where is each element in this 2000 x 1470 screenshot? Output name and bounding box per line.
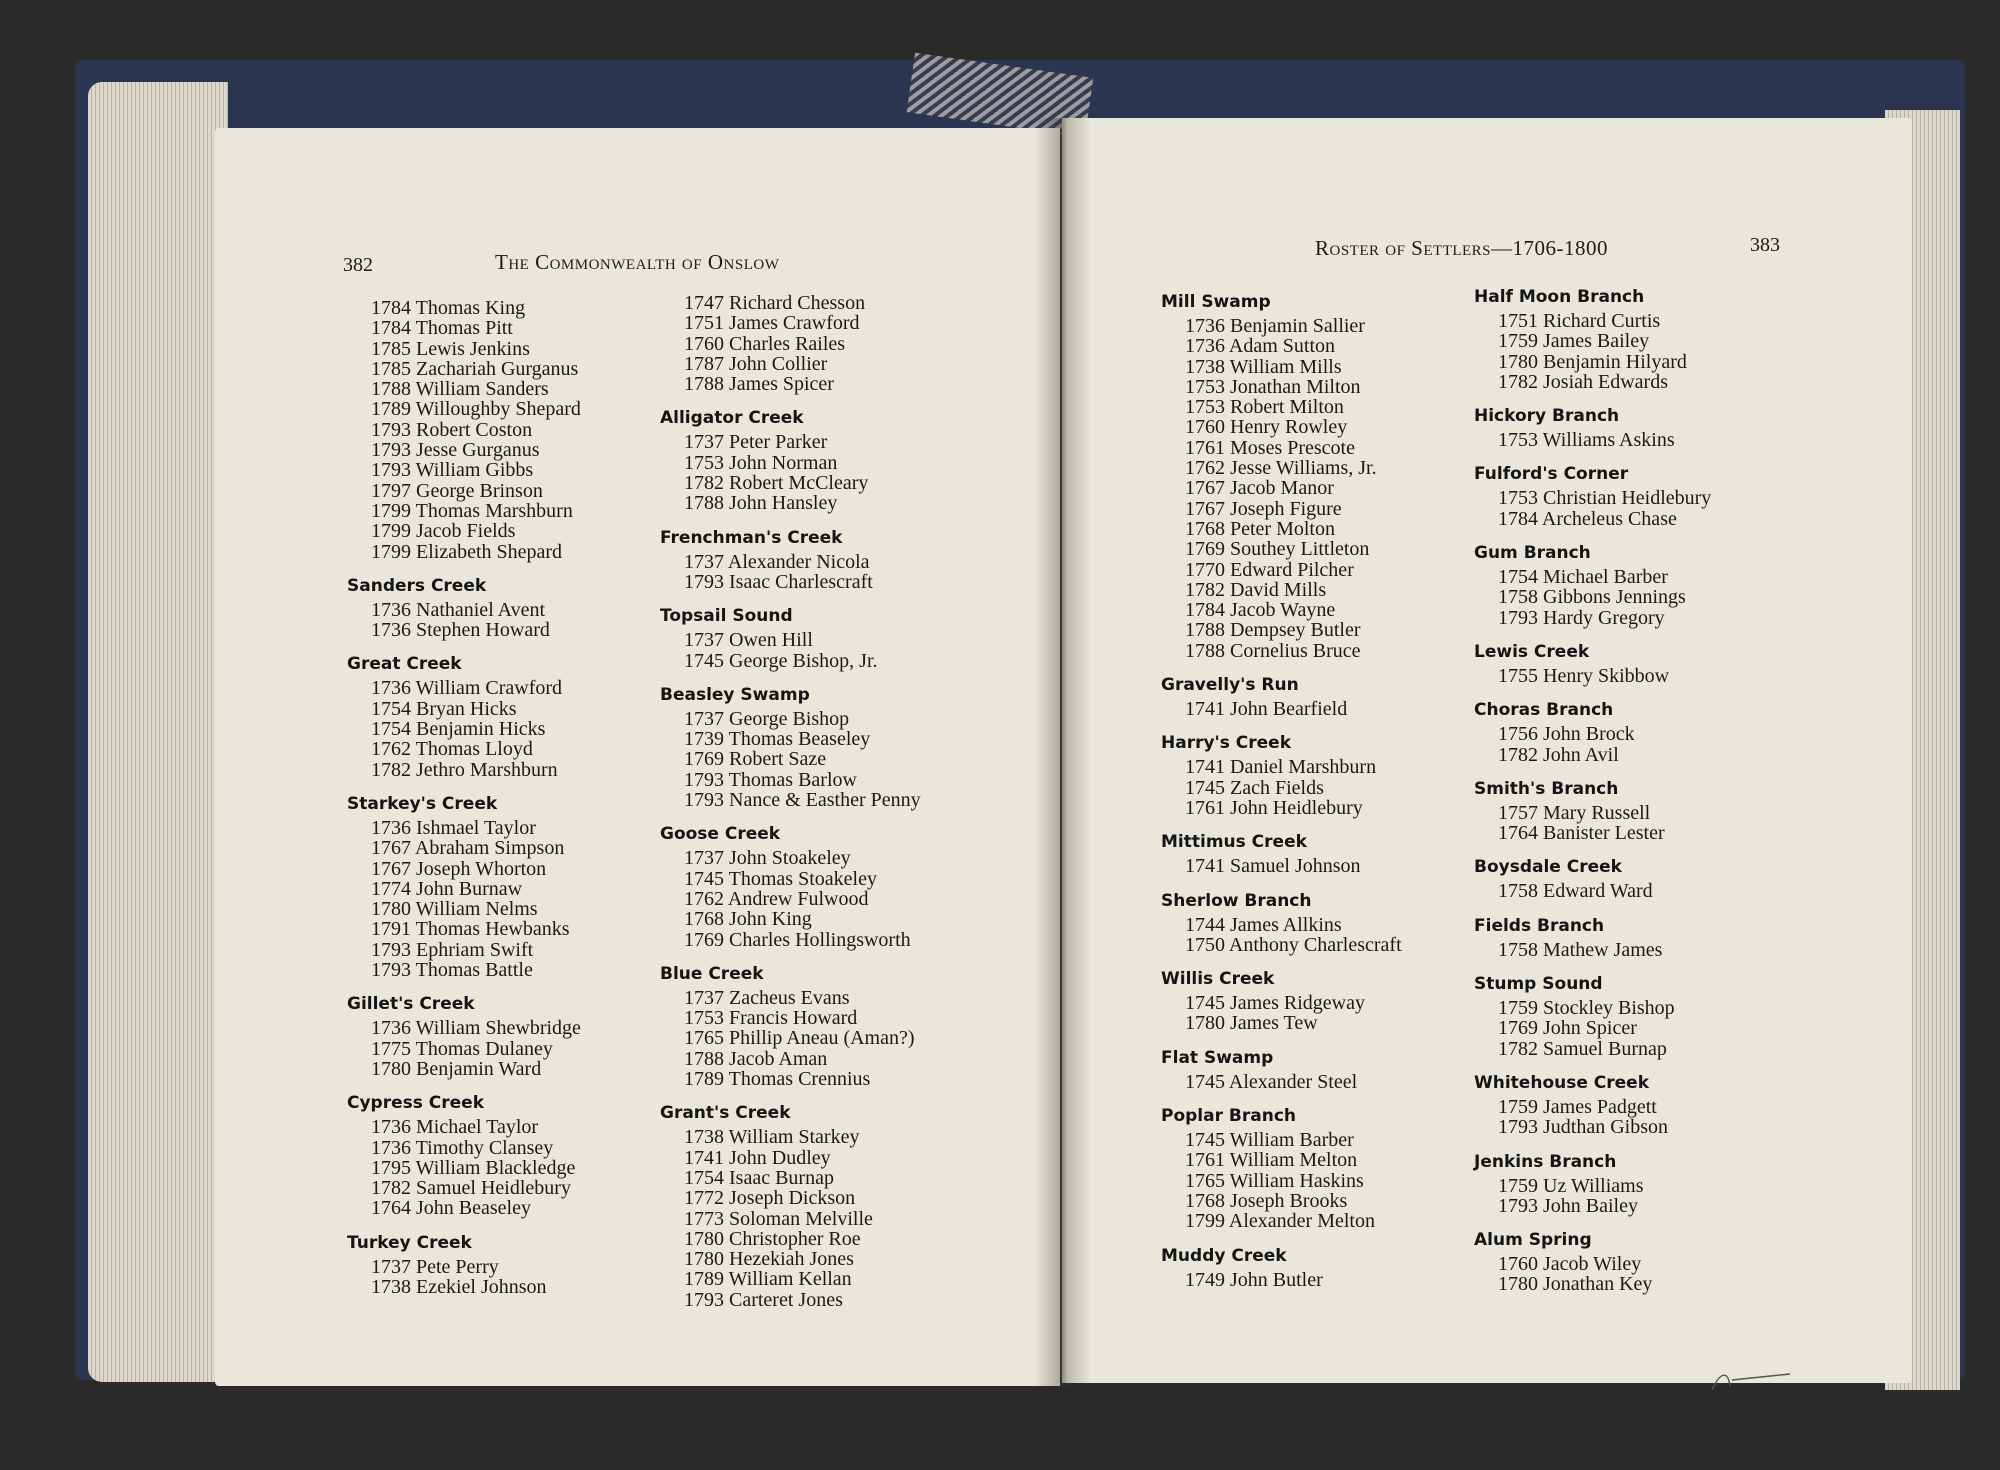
settler-entry: 1793 Carteret Jones xyxy=(684,1288,843,1311)
settlement-heading: Whitehouse Creek xyxy=(1474,1072,1650,1093)
settler-entry: 1736 Adam Sutton xyxy=(1185,335,1336,358)
settler-entry: 1775 Thomas Dulaney xyxy=(371,1037,553,1060)
settler-entry: 1782 Josiah Edwards xyxy=(1498,370,1668,393)
settler-entry: 1797 George Brinson xyxy=(371,479,543,502)
settler-entry: 1782 Jethro Marshburn xyxy=(371,758,558,781)
settlement-group xyxy=(1161,889,1491,956)
settler-entry: 1737 John Stoakeley xyxy=(684,847,851,870)
left-column-1 xyxy=(347,298,677,1309)
settlement-group xyxy=(1474,777,1804,844)
settlement-group xyxy=(1161,967,1491,1034)
right-page-number: 383 xyxy=(1750,234,1780,256)
settler-entry: 1799 Jacob Fields xyxy=(371,520,516,543)
settler-entry: 1799 Elizabeth Shepard xyxy=(371,540,563,563)
settler-entry: 1760 Henry Rowley xyxy=(1185,416,1348,439)
settlement-heading: Sanders Creek xyxy=(347,575,487,596)
settler-entry: 1774 John Burnaw xyxy=(371,877,523,900)
settler-entry: 1765 Phillip Aneau (Aman?) xyxy=(684,1027,915,1050)
settlement-heading: Jenkins Branch xyxy=(1474,1151,1617,1172)
settler-entry: 1737 Owen Hill xyxy=(684,629,813,652)
settler-entry: 1745 George Bishop, Jr. xyxy=(684,649,878,672)
settlement-heading: Flat Swamp xyxy=(1161,1047,1274,1068)
settler-entry: 1751 Richard Curtis xyxy=(1498,310,1661,332)
settlement-heading: Alum Spring xyxy=(1474,1230,1592,1251)
settlement-heading: Fields Branch xyxy=(1474,915,1605,936)
left-column-2 xyxy=(660,293,990,1322)
settler-entry: 1757 Mary Russell xyxy=(1498,801,1651,824)
settler-entry: 1780 Hezekiah Jones xyxy=(684,1248,854,1271)
settler-entry: 1770 Edward Pilcher xyxy=(1185,558,1354,581)
settlement-group xyxy=(660,683,990,810)
settlement-group xyxy=(347,1231,677,1298)
settler-entry: 1745 Zach Fields xyxy=(1185,776,1324,799)
settlement-heading: Cypress Creek xyxy=(347,1093,485,1114)
settler-entry: 1738 William Starkey xyxy=(684,1126,860,1149)
settler-entry: 1737 Peter Parker xyxy=(684,431,828,454)
settlement-group xyxy=(660,822,990,949)
settler-entry: 1753 Jonathan Milton xyxy=(1185,375,1361,398)
settler-entry: 1761 Moses Prescote xyxy=(1185,436,1355,459)
settlement-heading: Hickory Branch xyxy=(1474,406,1620,427)
settler-entry: 1745 James Ridgeway xyxy=(1185,992,1365,1015)
pencil-mark xyxy=(1710,1368,1795,1394)
settler-entry: 1759 Stockley Bishop xyxy=(1498,997,1675,1020)
settler-entry: 1782 Robert McCleary xyxy=(684,472,869,495)
settlement-group xyxy=(347,574,677,641)
settlement-group xyxy=(347,1091,677,1218)
settlement-heading: Lewis Creek xyxy=(1474,641,1590,662)
settler-entry: 1739 Thomas Beaseley xyxy=(684,728,871,751)
settler-entry: 1755 Henry Skibbow xyxy=(1498,664,1670,687)
settler-entry: 1736 Ishmael Taylor xyxy=(371,816,536,839)
settlement-heading: Choras Branch xyxy=(1474,700,1614,721)
left-running-head xyxy=(495,250,779,275)
settlement-group xyxy=(347,792,677,980)
settlement-heading: Harry's Creek xyxy=(1161,733,1292,754)
settler-entry: 1767 Abraham Simpson xyxy=(371,837,565,860)
settler-entry: 1780 James Tew xyxy=(1185,1012,1318,1035)
settlement-group xyxy=(660,1101,990,1310)
settler-entry: 1759 James Padgett xyxy=(1498,1095,1657,1118)
settler-entry: 1780 Benjamin Ward xyxy=(371,1057,542,1080)
settler-entry: 1791 Thomas Hewbanks xyxy=(371,918,570,941)
settler-entry: 1760 Charles Railes xyxy=(684,332,846,355)
settlement-heading: Mittimus Creek xyxy=(1161,832,1307,853)
settler-entry: 1737 George Bishop xyxy=(684,707,850,730)
settlement-heading: Willis Creek xyxy=(1161,969,1275,990)
right-running-head xyxy=(1315,236,1608,261)
settler-entry: 1756 John Brock xyxy=(1498,723,1635,746)
settlement-heading: Topsail Sound xyxy=(660,606,793,627)
right-column-1 xyxy=(1161,286,1491,1302)
settler-entry: 1736 William Crawford xyxy=(371,677,563,700)
settler-entry: 1780 Benjamin Hilyard xyxy=(1498,350,1687,373)
settler-entry: 1753 Williams Askins xyxy=(1498,429,1675,452)
settler-entry: 1785 Lewis Jenkins xyxy=(371,337,530,360)
settler-entry: 1754 Isaac Burnap xyxy=(684,1166,834,1189)
settler-entry: 1782 John Avil xyxy=(1498,743,1619,766)
settlement-group xyxy=(660,604,990,671)
settler-entry: 1736 Michael Taylor xyxy=(371,1116,539,1139)
settlement-heading: Smith's Branch xyxy=(1474,778,1619,799)
settlement-group xyxy=(660,406,990,513)
settler-entry: 1788 Jacob Aman xyxy=(684,1047,828,1070)
settler-entry: 1789 Willoughby Shepard xyxy=(371,398,581,421)
settlement-group xyxy=(1161,1104,1491,1231)
settler-entry: 1741 John Bearfield xyxy=(1185,698,1348,721)
settlement-heading: Blue Creek xyxy=(660,963,764,984)
left-page-number: 382 xyxy=(343,254,373,276)
settler-entry: 1737 Pete Perry xyxy=(371,1255,499,1278)
settler-entry: 1799 Thomas Marshburn xyxy=(371,499,573,522)
settler-entry: 1754 Benjamin Hicks xyxy=(371,718,546,741)
settlement-group xyxy=(1474,972,1804,1059)
settler-entry: 1793 Ephriam Swift xyxy=(371,938,534,961)
settlement-group xyxy=(660,962,990,1089)
settler-entry: 1768 John King xyxy=(684,908,812,931)
settler-entry: 1769 John Spicer xyxy=(1498,1017,1637,1040)
settler-entry: 1736 Nathaniel Avent xyxy=(371,598,546,621)
settler-entry: 1764 John Beaseley xyxy=(371,1197,531,1220)
settler-entry: 1745 Alexander Steel xyxy=(1185,1070,1358,1093)
settler-entry: 1745 William Barber xyxy=(1185,1129,1354,1152)
settlement-group xyxy=(1474,1071,1804,1138)
settler-entry: 1737 Alexander Nicola xyxy=(684,550,870,573)
settlement-heading: Sherlow Branch xyxy=(1161,890,1312,911)
settler-entry: 1753 John Norman xyxy=(684,451,838,474)
settlement-group xyxy=(1161,1046,1491,1092)
settler-entry: 1793 Judthan Gibson xyxy=(1498,1116,1668,1139)
settler-entry: 1793 Robert Coston xyxy=(371,418,533,441)
settlement-heading: Beasley Swamp xyxy=(660,684,810,705)
settlement-heading: Starkey's Creek xyxy=(347,793,498,814)
settler-entry: 1788 Dempsey Butler xyxy=(1185,619,1361,642)
settlement-group xyxy=(1474,462,1804,529)
settlement-heading: Goose Creek xyxy=(660,824,781,845)
settler-entry: 1765 William Haskins xyxy=(1185,1169,1364,1192)
settler-entry: 1764 Banister Lester xyxy=(1498,822,1665,845)
settlement-group xyxy=(660,293,990,394)
settlement-group xyxy=(1474,914,1804,960)
settlement-heading: Boysdale Creek xyxy=(1474,857,1622,878)
settler-entry: 1799 Alexander Melton xyxy=(1185,1210,1375,1233)
settlement-group xyxy=(347,652,677,779)
settlement-heading: Gravelly's Run xyxy=(1161,675,1299,696)
settler-entry: 1773 Soloman Melville xyxy=(684,1207,873,1230)
settlement-group xyxy=(1474,285,1804,392)
settler-entry: 1745 Thomas Stoakeley xyxy=(684,867,877,890)
settlement-heading: Frenchman's Creek xyxy=(660,527,843,548)
settler-entry: 1737 Zacheus Evans xyxy=(684,986,850,1009)
settler-entry: 1736 Timothy Clansey xyxy=(371,1136,554,1159)
settlement-group xyxy=(1474,1150,1804,1217)
settler-entry: 1793 Thomas Barlow xyxy=(684,768,857,791)
settler-entry: 1762 Thomas Lloyd xyxy=(371,738,533,761)
settler-entry: 1741 Daniel Marshburn xyxy=(1185,756,1377,779)
settler-entry: 1753 Christian Heidlebury xyxy=(1498,487,1712,510)
settler-entry: 1793 William Gibbs xyxy=(371,459,534,482)
settler-entry: 1758 Edward Ward xyxy=(1498,880,1653,903)
settler-entry: 1785 Zachariah Gurganus xyxy=(371,357,579,380)
settler-entry: 1759 Uz Williams xyxy=(1498,1174,1644,1197)
settlement-heading: Alligator Creek xyxy=(660,408,804,429)
settler-entry: 1767 Joseph Figure xyxy=(1185,497,1342,520)
settler-entry: 1744 James Allkins xyxy=(1185,913,1342,936)
settlement-heading: Stump Sound xyxy=(1474,974,1603,995)
settler-entry: 1793 Thomas Battle xyxy=(371,959,533,982)
settler-entry: 1758 Gibbons Jennings xyxy=(1498,586,1686,609)
settler-entry: 1788 John Hansley xyxy=(684,492,838,515)
settler-entry: 1768 Peter Molton xyxy=(1185,517,1335,540)
left-running-head-text: The Commonwealth of Onslow xyxy=(495,250,780,274)
settler-entry: 1751 James Crawford xyxy=(684,312,860,335)
settler-entry: 1793 Jesse Gurganus xyxy=(371,439,540,462)
settlement-heading: Poplar Branch xyxy=(1161,1106,1297,1127)
settler-entry: 1780 William Nelms xyxy=(371,898,538,921)
settler-entry: 1784 Jacob Wayne xyxy=(1185,599,1336,622)
settler-entry: 1788 William Sanders xyxy=(371,378,549,401)
settler-entry: 1747 Richard Chesson xyxy=(684,292,866,314)
settler-entry: 1738 William Mills xyxy=(1185,355,1342,378)
settler-entry: 1793 Isaac Charlescraft xyxy=(684,570,873,593)
settlement-group xyxy=(1474,698,1804,765)
settler-entry: 1736 William Shewbridge xyxy=(371,1017,581,1040)
settler-entry: 1753 Francis Howard xyxy=(684,1007,858,1030)
settler-entry: 1793 Nance & Easther Penny xyxy=(684,789,921,812)
settler-entry: 1784 Archeleus Chase xyxy=(1498,507,1677,530)
settlement-heading: Gillet's Creek xyxy=(347,994,475,1015)
settler-entry: 1761 William Melton xyxy=(1185,1149,1358,1172)
left-page xyxy=(215,128,1060,1386)
settlement-group xyxy=(1474,640,1804,686)
settler-entry: 1789 Thomas Crennius xyxy=(684,1068,871,1091)
settler-entry: 1767 Jacob Manor xyxy=(1185,477,1334,500)
settler-entry: 1741 John Dudley xyxy=(684,1146,831,1169)
settler-entry: 1772 Joseph Dickson xyxy=(684,1187,856,1210)
settlement-group xyxy=(1161,830,1491,876)
settler-entry: 1762 Jesse Williams, Jr. xyxy=(1185,457,1377,480)
settler-entry: 1784 Thomas Pitt xyxy=(371,317,513,340)
settlement-heading: Muddy Creek xyxy=(1161,1245,1287,1266)
settlement-group xyxy=(1161,290,1491,661)
settler-entry: 1769 Robert Saze xyxy=(684,748,827,771)
settler-entry: 1793 John Bailey xyxy=(1498,1194,1638,1217)
settlement-heading: Half Moon Branch xyxy=(1474,287,1645,307)
right-page xyxy=(1062,118,1912,1383)
settler-entry: 1749 John Butler xyxy=(1185,1268,1323,1291)
settlement-heading: Turkey Creek xyxy=(347,1232,472,1253)
right-column-2 xyxy=(1474,281,1804,1307)
settler-entry: 1788 James Spicer xyxy=(684,373,834,396)
settlement-group xyxy=(347,298,677,562)
settler-entry: 1769 Southey Littleton xyxy=(1185,538,1370,561)
settler-entry: 1738 Ezekiel Johnson xyxy=(371,1275,547,1298)
settler-entry: 1788 Cornelius Bruce xyxy=(1185,639,1361,662)
settlement-group xyxy=(1161,731,1491,818)
settler-entry: 1741 Samuel Johnson xyxy=(1185,855,1361,878)
settler-entry: 1782 Samuel Heidlebury xyxy=(371,1177,571,1200)
right-running-head-text: Roster of Settlers—1706-1800 xyxy=(1315,236,1609,260)
settler-entry: 1780 Jonathan Key xyxy=(1498,1273,1653,1296)
settler-entry: 1784 Thomas King xyxy=(371,297,526,319)
book-gutter xyxy=(1035,118,1091,1386)
settler-entry: 1780 Christopher Roe xyxy=(684,1227,861,1250)
settlement-group xyxy=(1161,1244,1491,1290)
settlement-heading: Mill Swamp xyxy=(1161,292,1271,312)
settlement-group xyxy=(1161,673,1491,719)
settlement-group xyxy=(1474,855,1804,901)
settler-entry: 1754 Bryan Hicks xyxy=(371,697,517,720)
settler-entry: 1759 James Bailey xyxy=(1498,330,1650,353)
settler-entry: 1753 Robert Milton xyxy=(1185,396,1344,419)
page-edges-left xyxy=(88,82,228,1382)
settler-entry: 1782 Samuel Burnap xyxy=(1498,1037,1667,1060)
settler-entry: 1760 Jacob Wiley xyxy=(1498,1253,1642,1276)
settler-entry: 1767 Joseph Whorton xyxy=(371,857,547,880)
settler-entry: 1750 Anthony Charlescraft xyxy=(1185,933,1402,956)
settler-entry: 1782 David Mills xyxy=(1185,578,1327,601)
settler-entry: 1754 Michael Barber xyxy=(1498,566,1668,589)
settlement-group xyxy=(347,992,677,1079)
settlement-group xyxy=(1474,1228,1804,1295)
settler-entry: 1768 Joseph Brooks xyxy=(1185,1189,1348,1212)
settlement-heading: Gum Branch xyxy=(1474,543,1591,564)
settler-entry: 1736 Benjamin Sallier xyxy=(1185,315,1365,337)
settler-entry: 1793 Hardy Gregory xyxy=(1498,606,1665,629)
settlement-heading: Great Creek xyxy=(347,654,462,675)
settlement-heading: Fulford's Corner xyxy=(1474,464,1629,485)
settler-entry: 1736 Stephen Howard xyxy=(371,619,550,642)
settler-entry: 1762 Andrew Fulwood xyxy=(684,887,869,910)
settlement-group xyxy=(660,526,990,593)
settler-entry: 1795 William Blackledge xyxy=(371,1156,576,1179)
settler-entry: 1758 Mathew James xyxy=(1498,938,1663,961)
settlement-heading: Grant's Creek xyxy=(660,1103,791,1124)
settler-entry: 1787 John Collier xyxy=(684,352,828,375)
settlement-group xyxy=(1474,404,1804,450)
settler-entry: 1769 Charles Hollingsworth xyxy=(684,928,911,951)
settlement-group xyxy=(1474,541,1804,628)
settler-entry: 1789 William Kellan xyxy=(684,1268,852,1291)
settler-entry: 1761 John Heidlebury xyxy=(1185,796,1363,819)
